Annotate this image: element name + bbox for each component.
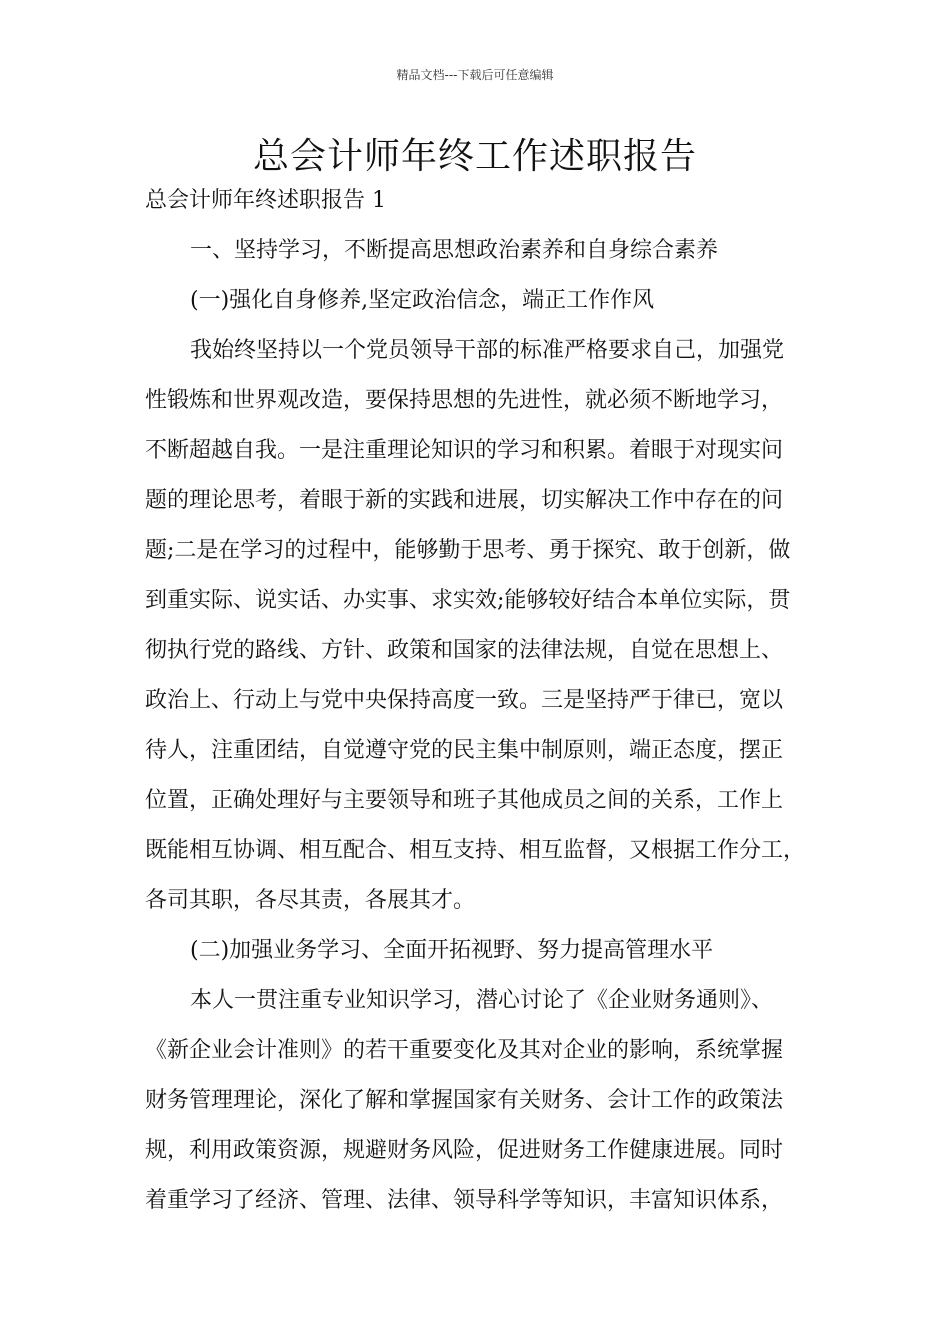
paragraph-line: 着重学习了经济、管理、法律、领导科学等知识，丰富知识体系， — [145, 1188, 784, 1213]
document-title: 总会计师年终工作述职报告 — [252, 136, 697, 177]
paragraph-line: 待人，注重团结，自觉遵守党的民主集中制原则，端正态度，摆正 — [145, 738, 784, 763]
header-note: 精品文档---下载后可任意编辑 — [396, 68, 554, 82]
paragraph-line: 位置，正确处理好与主要领导和班子其他成员之间的关系，工作上 — [145, 788, 784, 813]
paragraph-line: 不断超越自我。一是注重理论知识的学习和积累。着眼于对现实问 — [145, 438, 784, 463]
paragraph-line: 《新企业会计准则》的若干重要变化及其对企业的影响，系统掌握 — [145, 1038, 784, 1063]
subsection-heading-2: (二)加强业务学习、全面开拓视野、努力提高管理水平 — [190, 938, 714, 963]
paragraph-line: 性锻炼和世界观改造，要保持思想的先进性，就必须不断地学习， — [145, 388, 784, 413]
paragraph-line: 题;二是在学习的过程中，能够勤于思考、勇于探究、敢于创新，做 — [145, 538, 791, 563]
section-heading-1: 一、坚持学习，不断提高思想政治素养和自身综合素养 — [190, 238, 719, 263]
paragraph-line: 规，利用政策资源，规避财务风险，促进财务工作健康进展。同时 — [145, 1138, 784, 1163]
paragraph-line: 彻执行党的路线、方针、政策和国家的法律法规，自觉在思想上、 — [145, 638, 784, 663]
paragraph-line: 各司其职，各尽其责，各展其才。 — [145, 888, 476, 913]
paragraph-line: 我始终坚持以一个党员领导干部的标准严格要求自己，加强党 — [190, 338, 785, 363]
subsection-heading-1: (一)强化自身修养,坚定政治信念，端正工作作风 — [190, 288, 655, 313]
paragraph-line: 到重实际、说实话、办实事、求实效;能够较好结合本单位实际，贯 — [145, 588, 791, 613]
paragraph-line: 题的理论思考，着眼于新的实践和进展，切实解决工作中存在的问 — [145, 488, 784, 513]
report-subtitle: 总会计师年终述职报告 1 — [145, 188, 386, 213]
paragraph-line: 财务管理理论，深化了解和掌握国家有关财务、会计工作的政策法 — [145, 1088, 784, 1113]
paragraph-line: 本人一贯注重专业知识学习，潜心讨论了《企业财务通则》、 — [190, 988, 774, 1013]
paragraph-line: 政治上、行动上与党中央保持高度一致。三是坚持严于律已，宽以 — [145, 688, 784, 713]
paragraph-line: 既能相互协调、相互配合、相互支持、相互监督，又根据工作分工， — [145, 838, 806, 863]
